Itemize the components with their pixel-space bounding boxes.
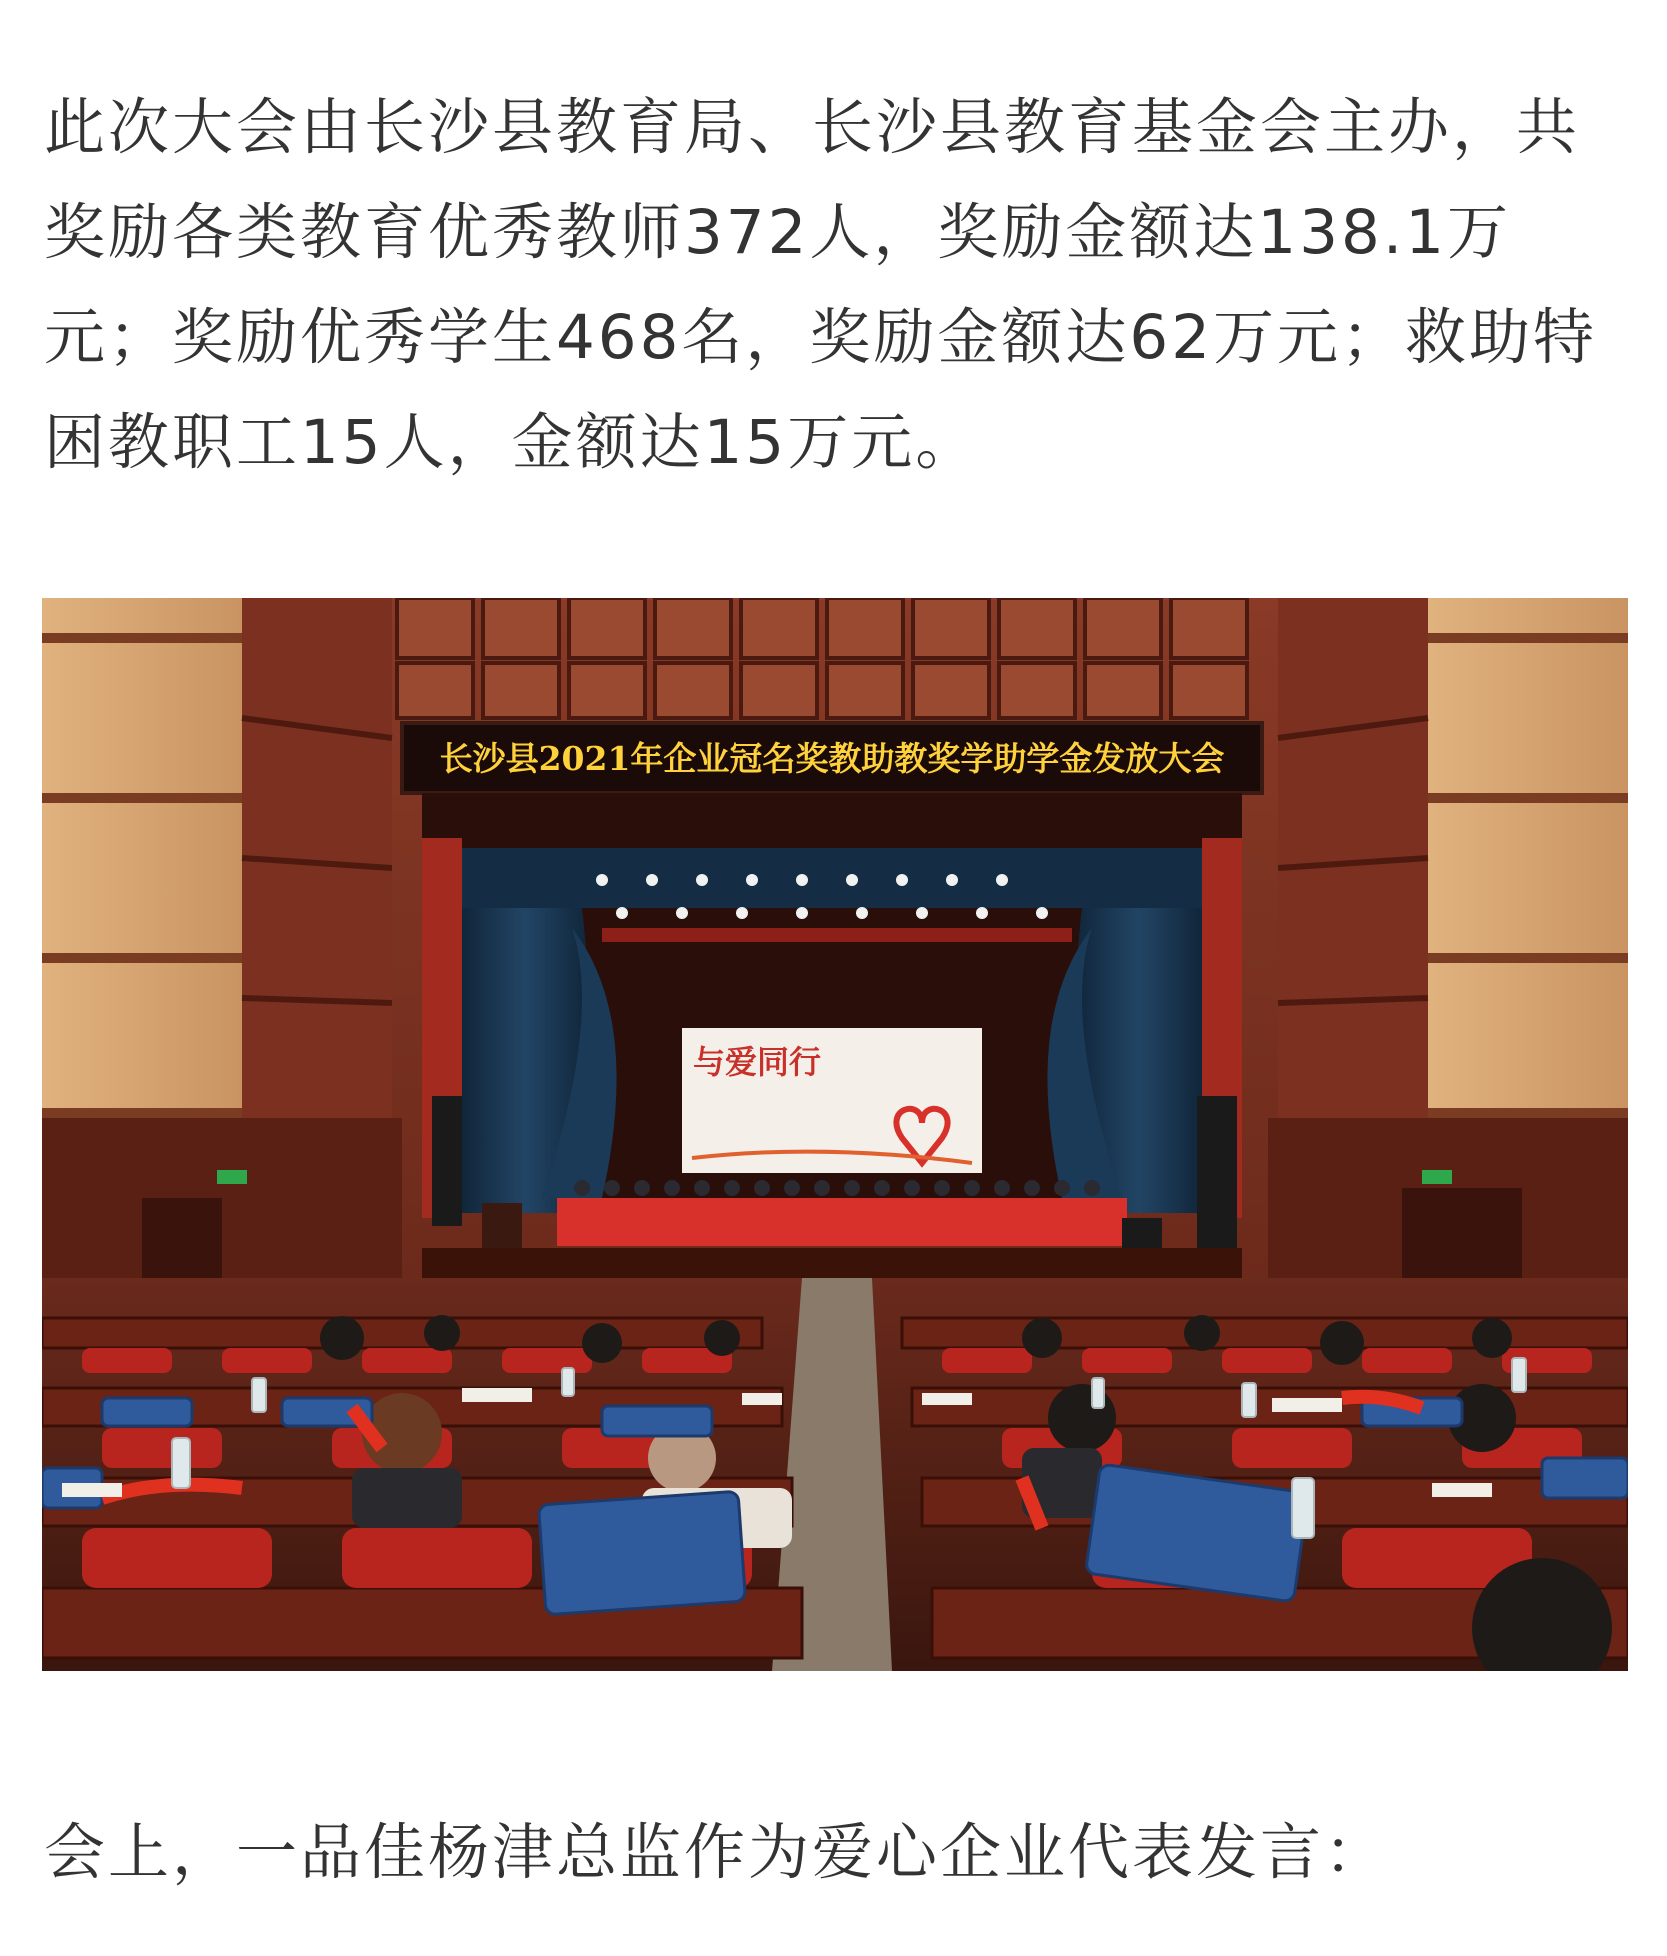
screen-slogan: 与爱同行 <box>692 1043 822 1081</box>
article-paragraph-intro: 此次大会由长沙县教育局、长沙县教育基金会主办，共奖励各类教育优秀教师372人，奖励金额达138.1万元；奖励优秀学生468名，奖励金额达62万元；救助特困教职工15人，金额达15万元。 <box>44 92 1598 478</box>
article-paragraph-outro: 会上，一品佳杨津总监作为爱心企业代表发言： <box>44 1817 1389 1888</box>
led-banner-text: 长沙县2021年企业冠名奖教助教奖学助学金发放大会 <box>439 739 1225 778</box>
conference-hall-photo <box>42 598 1628 1671</box>
